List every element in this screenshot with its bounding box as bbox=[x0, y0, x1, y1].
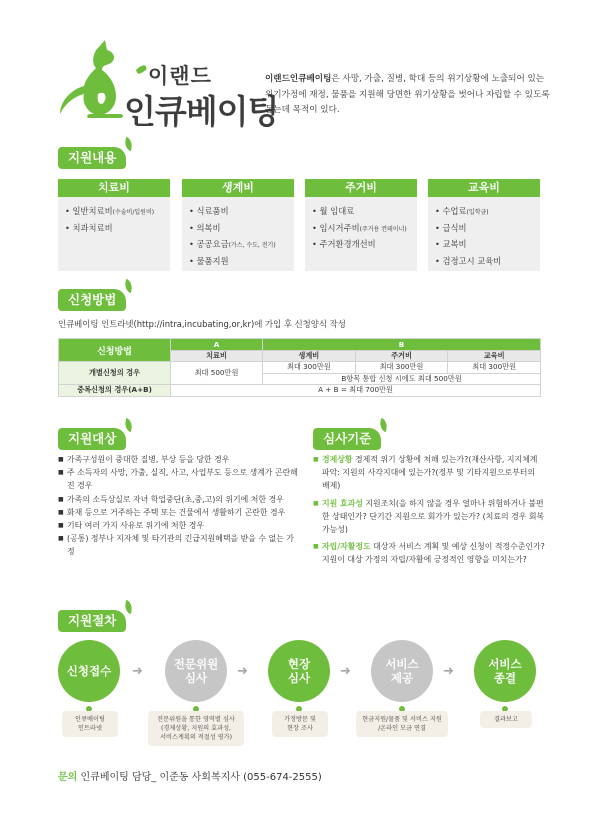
table-sub-b2: 주거비 bbox=[355, 350, 448, 362]
intro-paragraph bbox=[265, 72, 555, 119]
support-column-living bbox=[182, 179, 294, 271]
step-field-review: 현장 심사 bbox=[268, 640, 330, 702]
list-item: • 주거환경개선비 bbox=[312, 239, 376, 249]
criteria-item: ■ 지원 효과성 지원조치(을 하지 않을 경우 얼마나 위험하거나 불편한 상태인가? 단기간 지원으로 회가가 있는가? (치료의 경우 회복가능성) bbox=[313, 497, 545, 537]
list-item: ■ 화재 등으로 거주하는 주택 또는 건물에서 생활하기 곤란한 경우 bbox=[58, 506, 298, 519]
list-item: • 교복비 bbox=[435, 239, 467, 249]
step-note: 가정방문 및 현장 조사 bbox=[272, 711, 328, 737]
column-title: 치료비 bbox=[58, 179, 170, 197]
table-col-b: B bbox=[263, 339, 541, 351]
apply-instructions: 인큐베이팅 인트라넷(http://intra,incubating,or,kr)에 가입 후 신청양식 작성 bbox=[58, 319, 346, 329]
leaf-icon bbox=[378, 418, 391, 432]
step-close: 서비스 종결 bbox=[474, 640, 536, 702]
table-sub-b1: 생계비 bbox=[263, 350, 356, 362]
criteria-tag-label: 심사기준 bbox=[323, 431, 372, 446]
arrow-icon: ➜ bbox=[443, 664, 454, 679]
list-item: • 임시거주비(주거용 컨테이너) bbox=[312, 222, 407, 233]
table-row1-note: B항목 통합 신청 시에도 최대 500만원 bbox=[263, 373, 541, 385]
contact-text: 인큐베이팅 담당_ 이준동 사회복지사 (055-674-2555) bbox=[77, 772, 322, 783]
brand-line1: 이랜드 bbox=[148, 64, 212, 88]
contact-line bbox=[58, 768, 322, 783]
list-item: ■ 가족의 소득상실로 자녀 학업중단(초,중,고)의 위기에 처한 경우 bbox=[58, 493, 298, 506]
support-column-education bbox=[428, 179, 540, 271]
list-item: • 수업료(입학금) bbox=[435, 206, 489, 216]
target-list bbox=[58, 453, 298, 559]
table-sub-a: 치료비 bbox=[171, 350, 263, 362]
list-item: • 월 임대료 bbox=[312, 206, 355, 216]
column-title: 교육비 bbox=[428, 179, 540, 197]
intro-text: 은 사망, 가출, 질병, 학대 등의 위기상황에 노출되어 있는 위기가정에 재정, 물품을 지원해 당면한 위기상황을 벗어나 자립할 수 있도록 돕는데 목적이 있다. bbox=[265, 74, 550, 115]
step-apply: 신청접수 bbox=[58, 640, 120, 702]
list-item: ■ 기타 여러 가지 사유로 위기에 처한 경우 bbox=[58, 519, 298, 532]
criteria-tag bbox=[313, 428, 381, 450]
table-row2-value: A + B = 최대 700만원 bbox=[171, 385, 541, 397]
intro-bold: 이랜드인큐베이팅 bbox=[265, 74, 332, 84]
table-head-label: 신청방법 bbox=[59, 339, 171, 362]
step-note: 전문위원을 통한 영역별 심사 (경제상황, 지원의 효과성, 서비스계획의 적절성 평가) bbox=[148, 711, 244, 746]
list-item: • 의복비 bbox=[189, 222, 221, 233]
target-tag bbox=[58, 428, 126, 450]
apply-tag-label: 신청방법 bbox=[68, 292, 117, 307]
table-row1-a: 최대 500만원 bbox=[171, 362, 263, 385]
step-note: 인큐베이팅 인트라넷 bbox=[62, 711, 118, 737]
list-item: ■ 주 소득자의 사망, 가출, 실직, 사고, 사업부도 등으로 생계가 곤란해진 경우 bbox=[58, 466, 298, 492]
table-row1-b3: 최대 300만원 bbox=[448, 362, 541, 374]
table-row1-b1: 최대 300만원 bbox=[263, 362, 356, 374]
arrow-icon: ➜ bbox=[340, 664, 351, 679]
support-tag-label: 지원내용 bbox=[68, 150, 117, 165]
leaf-icon bbox=[123, 600, 136, 614]
table-row1-label: 개별신청의 경우 bbox=[59, 362, 171, 385]
list-item: • 물품지원 bbox=[189, 255, 229, 266]
step-note: 현금지원/물품 및 서비스 지원 /온라인 모금 연결 bbox=[356, 711, 448, 737]
list-item: • 검정고시 교육비 bbox=[435, 255, 502, 266]
target-tag-label: 지원대상 bbox=[68, 431, 117, 446]
criteria-item: ■ 자립/자활정도 대상자 서비스 계획 및 예상 신청이 적정수준인가? 지원이 대상 가정의 자립/자활에 긍정적인 영향을 미치는가? bbox=[313, 540, 545, 566]
process-tag-label: 지원절차 bbox=[68, 613, 117, 628]
criteria-list bbox=[313, 453, 545, 567]
arrow-icon: ➜ bbox=[132, 664, 143, 679]
support-column-housing bbox=[305, 179, 417, 271]
table-sub-b3: 교육비 bbox=[448, 350, 541, 362]
step-service: 서비스 제공 bbox=[371, 640, 433, 702]
list-item: • 일반치료비(수술비/입원비) bbox=[65, 206, 155, 216]
list-item: • 공공요금(가스, 수도, 전기) bbox=[189, 239, 276, 249]
eland-incubating-logo bbox=[58, 40, 279, 131]
list-item: ■ (공통) 정부나 지자체 및 타기관의 긴급지원혜택을 받을 수 없는 가정 bbox=[58, 532, 298, 558]
column-title: 주거비 bbox=[305, 179, 417, 197]
apply-table bbox=[58, 338, 541, 397]
criteria-item: ■ 경제상황 경제적 위기 상황에 처해 있는가?(재산사항, 지지체계 파악: 지원의 사각지대에 있는가?(정부 및 기타지원으로부터의 배제) bbox=[313, 453, 545, 493]
table-col-a: A bbox=[171, 339, 263, 351]
table-row1-b2: 최대 300만원 bbox=[355, 362, 448, 374]
leaf-icon bbox=[123, 279, 136, 293]
process-tag bbox=[58, 610, 126, 632]
brand-line2: 인큐베이팅 bbox=[124, 92, 279, 131]
list-item: • 급식비 bbox=[435, 222, 467, 233]
contact-label: 문의 bbox=[58, 772, 78, 783]
support-tag bbox=[58, 147, 126, 169]
step-expert-review: 전문위원 심사 bbox=[165, 640, 227, 702]
step-note: 결과보고 bbox=[480, 711, 532, 728]
list-item: • 치과치료비 bbox=[65, 222, 113, 233]
leaf-icon bbox=[123, 418, 136, 432]
arrow-icon: ➜ bbox=[237, 664, 248, 679]
table-row2-label: 중복신청의 경우(A+B) bbox=[59, 385, 171, 397]
column-title: 생계비 bbox=[182, 179, 294, 197]
apply-tag bbox=[58, 289, 126, 311]
list-item: ■ 가족구성원이 중대한 질병, 부상 등을 당한 경우 bbox=[58, 453, 298, 466]
leaf-icon bbox=[123, 137, 136, 151]
list-item: • 식료품비 bbox=[189, 206, 229, 216]
support-column-medical bbox=[58, 179, 170, 271]
